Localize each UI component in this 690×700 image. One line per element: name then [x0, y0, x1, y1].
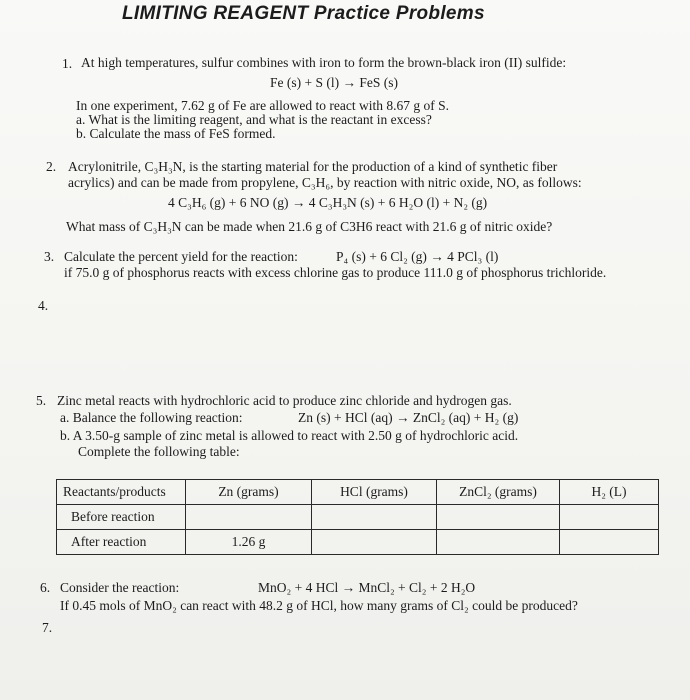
- problem-5-part-a: a. Balance the following reaction:: [60, 410, 243, 425]
- problem-6-equation: MnO₂ + 4 HCl → MnCl₂ + Cl₂ + 2 H₂O: [258, 580, 476, 595]
- problem-1-number: 1.: [62, 56, 73, 71]
- problem-1-part-b: b. Calculate the mass of FeS formed.: [76, 126, 276, 141]
- problem-3-line2: if 75.0 g of phosphorus reacts with excess chlorine gas to produce 111.0 g of phosphorus trichloride.: [64, 265, 607, 280]
- problem-4-number: 4.: [38, 298, 49, 313]
- problem-1-intro: At high temperatures, sulfur combines with iron to form the brown-black iron (II) sulfide:: [81, 55, 567, 70]
- table-cell[interactable]: [312, 530, 437, 555]
- problem-2-question: What mass of C₃H₃N can be made when 21.6 g of C3H6 react with 21.6 g of nitric oxide?: [66, 219, 553, 234]
- problem-3-line1: Calculate the percent yield for the reaction:: [64, 249, 298, 264]
- problem-2-equation: 4 C₃H₆ (g) + 6 NO (g) → 4 C₃H₃N (s) + 6 H₂O (l) + N₂ (g): [168, 195, 488, 210]
- problem-7-number: 7.: [42, 620, 53, 635]
- problem-6-line1: Consider the reaction:: [60, 580, 180, 595]
- table-cell[interactable]: [186, 505, 312, 530]
- problem-5-intro: Zinc metal reacts with hydrochloric acid to produce zinc chloride and hydrogen gas.: [57, 393, 512, 408]
- table-row: [57, 505, 659, 530]
- problem-6-line2: If 0.45 mols of MnO₂ can react with 48.2 g of HCl, how many grams of Cl₂ could be produced?: [60, 598, 578, 613]
- problem-1-equation: Fe (s) + S (l) → FeS (s): [270, 75, 398, 90]
- problem-6-number: 6.: [40, 580, 51, 595]
- problem-3-number: 3.: [44, 249, 55, 264]
- table-cell[interactable]: [560, 530, 659, 555]
- table-cell[interactable]: [560, 505, 659, 530]
- problem-5-equation: Zn (s) + HCl (aq) → ZnCl₂ (aq) + H₂ (g): [298, 410, 519, 425]
- problem-3-equation: P₄ (s) + 6 Cl₂ (g) → 4 PCl₃ (l): [336, 249, 499, 264]
- reaction-table: [56, 479, 659, 555]
- table-row-label: After reaction: [57, 530, 186, 555]
- table-cell[interactable]: [437, 505, 560, 530]
- problem-1-part-a: a. What is the limiting reagent, and what is the reactant in excess?: [76, 112, 432, 127]
- table-header-cell: ZnCl₂ (grams): [437, 480, 560, 505]
- problem-5-number: 5.: [36, 393, 47, 408]
- table-header-cell: Reactants/products: [57, 480, 186, 505]
- table-cell[interactable]: [312, 505, 437, 530]
- table-cell[interactable]: 1.26 g: [186, 530, 312, 555]
- problem-2-line1: Acrylonitrile, C₃H₃N, is the starting material for the production of a kind of synthetic fiber: [68, 159, 558, 174]
- table-row-label: Before reaction: [57, 505, 186, 530]
- table-header-row: [57, 480, 659, 505]
- table-header-cell: H₂ (L): [560, 480, 659, 505]
- problem-2-number: 2.: [46, 159, 57, 174]
- problem-2-line2: acrylics) and can be made from propylene, C₃H₆, by reaction with nitric oxide, NO, as follows:: [68, 175, 582, 190]
- table-row: [57, 530, 659, 555]
- problem-5-part-b-line2: Complete the following table:: [78, 444, 240, 459]
- table-cell[interactable]: [437, 530, 560, 555]
- table-header-cell: Zn (grams): [186, 480, 312, 505]
- table-header-cell: HCl (grams): [312, 480, 437, 505]
- page-title: LIMITING REAGENT Practice Problems: [122, 3, 485, 24]
- problem-1-given: In one experiment, 7.62 g of Fe are allowed to react with 8.67 g of S.: [76, 98, 450, 113]
- problem-5-part-b: b. A 3.50-g sample of zinc metal is allowed to react with 2.50 g of hydrochloric acid.: [60, 428, 519, 443]
